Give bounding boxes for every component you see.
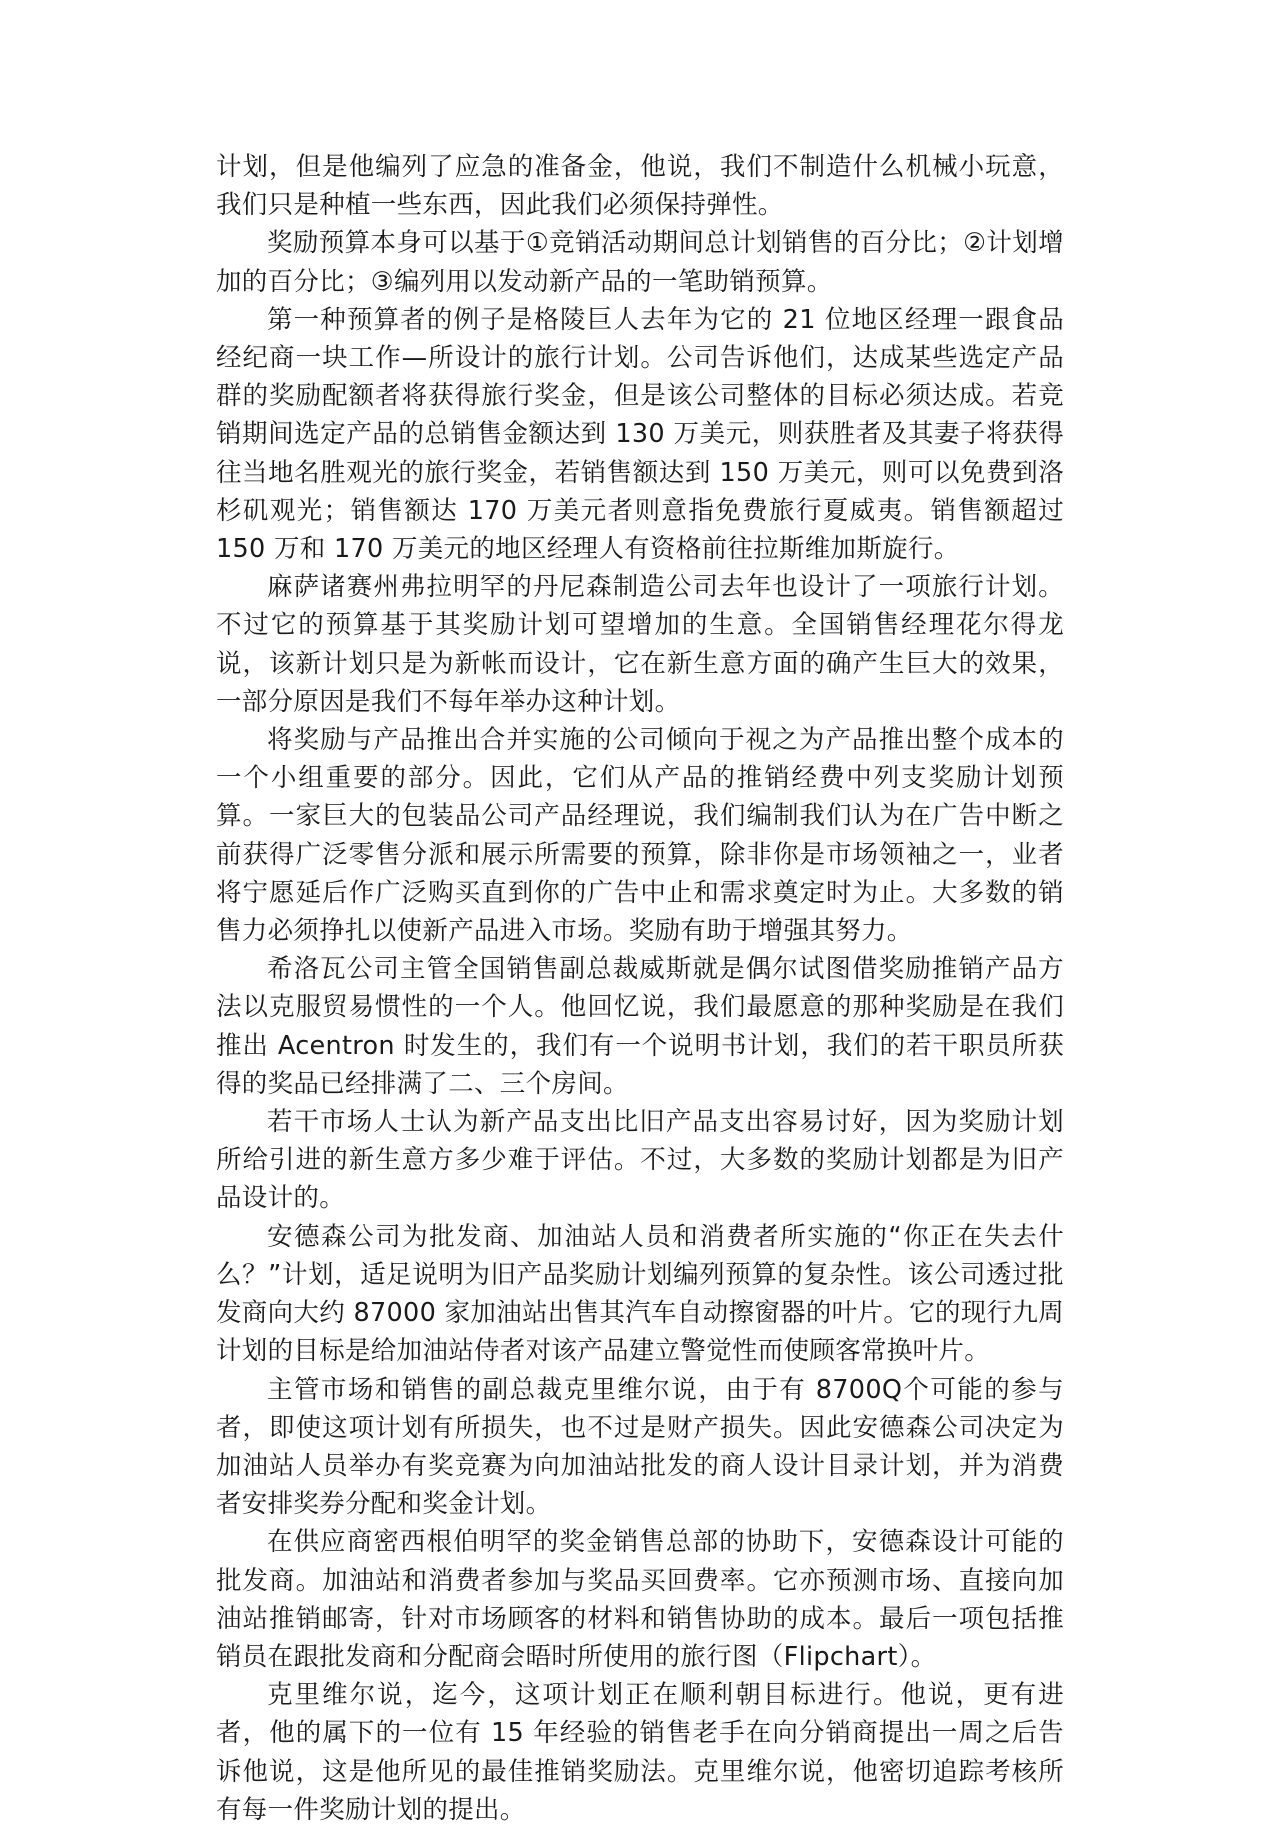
- document-page: [216, 148, 1064, 1829]
- paragraph: 在供应商密西根伯明罕的奖金销售总部的协助下，安德森设计可能的批发商。加油站和消费者参加与奖品买回费率。它亦预测市场、直接向加油站推销邮寄，针对市场顾客的材料和销售协助的成本。最后一项包括推销员在跟批发商和分配商会晤时所使用的旅行图（Flipchart）。: [216, 1527, 1064, 1672]
- paragraph: 将奖励与产品推出合并实施的公司倾向于视之为产品推出整个成本的一个小组重要的部分。因此，它们从产品的推销经费中列支奖励计划预算。一家巨大的包装品公司产品经理说，我们编制我们认为在广告中断之前获得广泛零售分派和展示所需要的预算，除非你是市场领袖之一，业者将宁愿延后作广泛购买直到你的广告中止和需求奠定时为止。大多数的销售力必须挣扎以使新产品进入市场。奖励有助于增强其努力。: [216, 725, 1064, 947]
- paragraph: 克里维尔说，迄今，这项计划正在顺利朝目标进行。他说，更有进者，他的属下的一位有 15 年经验的销售老手在向分销商提出一周之后告诉他说，这是他所见的最佳推销奖励法。克里维尔说，他密切追踪考核所有每一件奖励计划的提出。: [216, 1680, 1064, 1825]
- paragraph: 主管市场和销售的副总裁克里维尔说，由于有 8700Q个可能的参与者，即使这项计划有所损失，也不过是财产损失。因此安德森公司决定为加油站人员举办有奖竞赛为向加油站批发的商人设计目录计划，并为消费者安排奖券分配和奖金计划。: [216, 1374, 1064, 1520]
- paragraph: 第一种预算者的例子是格陵巨人去年为它的 21 位地区经理一跟食品经纪商一块工作—所设计的旅行计划。公司告诉他们，达成某些选定产品群的奖励配额者将获得旅行奖金，但是该公司整体的目标必须达成。若竞销期间选定产品的总销售金额达到 130 万美元，则获胜者及其妻子将获得往当地名胜观光的旅行奖金，若销售额达到 150 万美元，则可以免费到洛杉矶观光；销售额达 170 万美元者则意指免费旅行夏威夷。销售额超过 150 万和 170 万美元的地区经理人有资格前往拉斯维加斯旋行。: [216, 304, 1064, 565]
- paragraph: 若干市场人士认为新产品支出比旧产品支出容易讨好，因为奖励计划所给引进的新生意方多少难于评估。不过，大多数的奖励计划都是为旧产品设计的。: [216, 1107, 1064, 1214]
- paragraph: 奖励预算本身可以基于①竞销活动期间总计划销售的百分比；②计划增加的百分比；③编列用以发动新产品的一笔助销预算。: [216, 228, 1064, 297]
- paragraph-continuation: 计划，但是他编列了应急的准备金，他说，我们不制造什么机械小玩意，我们只是种植一些东西，因此我们必须保持弹性。: [216, 152, 1064, 221]
- paragraph: 麻萨诸赛州弗拉明罕的丹尼森制造公司去年也设计了一项旅行计划。不过它的预算基于其奖励计划可望增加的生意。全国销售经理花尔得龙说，该新计划只是为新帐而设计，它在新生意方面的确产生巨大的效果，一部分原因是我们不每年举办这种计划。: [216, 572, 1064, 717]
- paragraph: 希洛瓦公司主管全国销售副总裁威斯就是偶尔试图借奖励推销产品方法以克服贸易惯性的一个人。他回忆说，我们最愿意的那种奖励是在我们推出 Acentron 时发生的，我们有一个说明书计划，我们的若干职员所获得的奖品已经排满了二、三个房间。: [216, 954, 1064, 1099]
- paragraph: 安德森公司为批发商、加油站人员和消费者所实施的“你正在失去什么？”计划，适足说明为旧产品奖励计划编列预算的复杂性。该公司透过批发商向大约 87000 家加油站出售其汽车自动擦窗器的叶片。它的现行九周计划的目标是给加油站侍者对该产品建立警觉性而使顾客常换叶片。: [216, 1221, 1064, 1367]
